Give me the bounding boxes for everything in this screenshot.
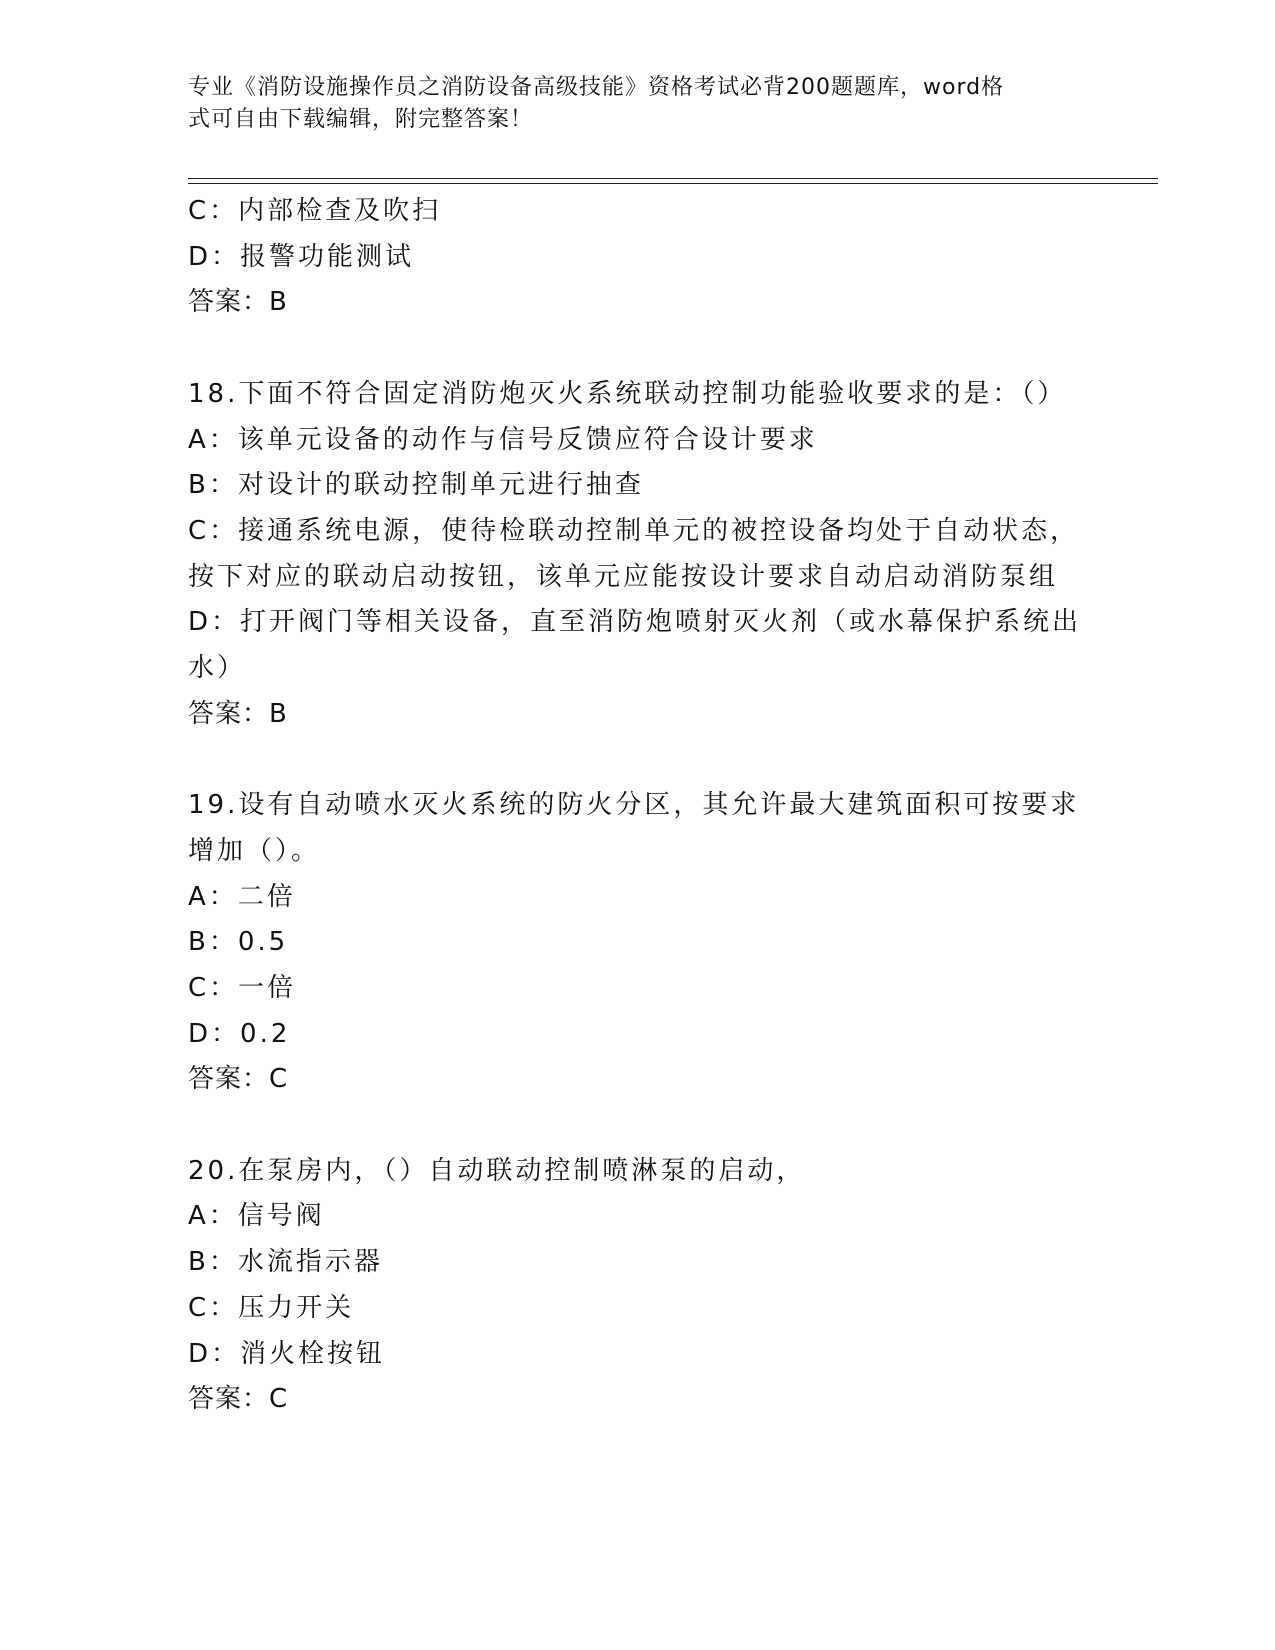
option-c: C：压力开关 (188, 1292, 355, 1323)
answer: 答案：B (188, 698, 288, 729)
header-line-1: 专业《消防设施操作员之消防设备高级技能》资格考试必背200题题库，word格 (188, 75, 1005, 100)
option-a: A：信号阀 (188, 1201, 325, 1232)
option-d: D：0.2 (188, 1018, 291, 1049)
question-stem: 20.在泵房内，（）自动联动控制喷淋泵的启动， (188, 1155, 806, 1186)
option-b: B：对设计的联动控制单元进行抽查 (188, 470, 644, 501)
option-c: C：接通系统电源，使待检联动控制单元的被控设备均处于自动状态， (188, 515, 1080, 546)
spacer (188, 737, 1088, 783)
option-d: D：消火栓按钮 (188, 1338, 386, 1369)
prev-answer: 答案：B (188, 287, 288, 318)
question-stem-continued: 增加（）。 (188, 835, 321, 866)
option-b: B：水流指示器 (188, 1247, 383, 1278)
option-a: A：二倍 (188, 881, 296, 912)
option-d: D：打开阀门等相关设备，直至消防炮喷射灭火剂（或水幕保护系统出 (188, 607, 1082, 638)
header-divider-bottom (188, 183, 1158, 184)
answer: 答案：C (188, 1064, 289, 1095)
option-d-continued: 水） (188, 653, 247, 684)
option-c-continued: 按下对应的联动启动按钮，该单元应能按设计要求自动启动消防泵组 (188, 561, 1059, 592)
header-divider-top (188, 178, 1158, 179)
prev-option-c: C：内部检查及吹扫 (188, 196, 442, 226)
spacer (188, 326, 1088, 372)
question-content (188, 189, 1088, 1423)
option-c: C：一倍 (188, 972, 297, 1003)
question-stem: 19.设有自动喷水灭火系统的防火分区，其允许最大建筑面积可按要求 (188, 790, 1080, 821)
document-header (188, 72, 1068, 136)
question-19 (188, 783, 1088, 1103)
question-18 (188, 372, 1088, 738)
question-stem: 18.下面不符合固定消防炮灭火系统联动控制功能验收要求的是：（） (188, 378, 1067, 409)
question-20 (188, 1149, 1088, 1423)
header-line-2: 式可自由下载编辑，附完整答案！ (188, 107, 534, 132)
spacer (188, 1103, 1088, 1149)
answer: 答案：C (188, 1384, 289, 1415)
option-a: A：该单元设备的动作与信号反馈应符合设计要求 (188, 424, 818, 455)
option-b: B：0.5 (188, 927, 289, 958)
prev-option-d: D：报警功能测试 (188, 241, 415, 272)
